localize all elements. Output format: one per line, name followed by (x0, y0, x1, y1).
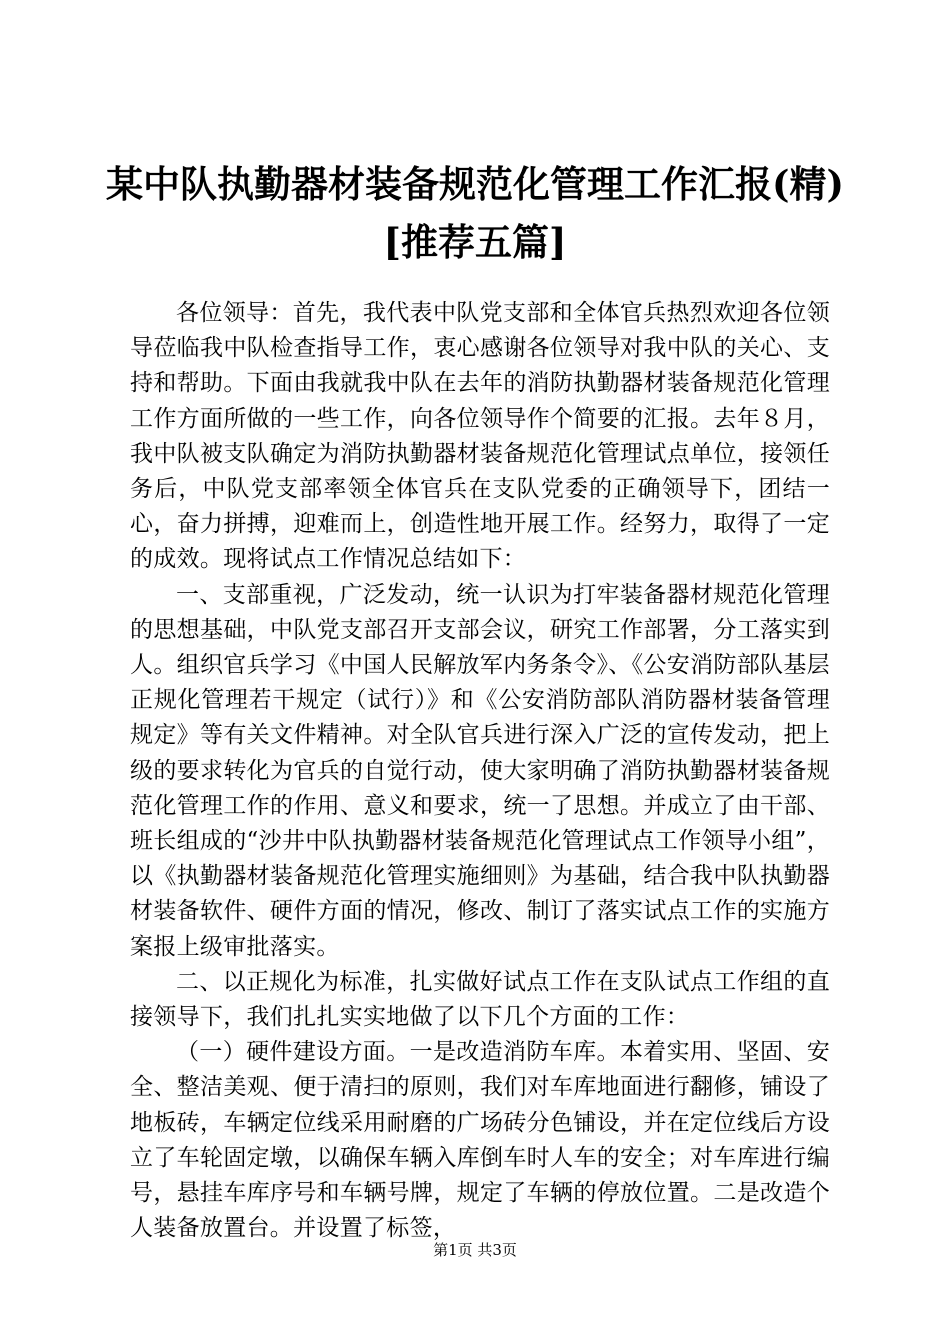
paragraph-hardware: （一）硬件建设方面。一是改造消防车库。本着实用、坚固、安全、整洁美观、便于清扫的原则，我们对车库地面进行翻修，铺设了地板砖，车辆定位线采用耐磨的广场砖分色铺设，并在定位线后方设立了车轮固定墩，以确保车辆入库倒车时人车的安全；对车库进行编号，悬挂车库序号和车辆号牌，规定了车辆的停放位置。二是改造个人装备放置台。并设置了标签， (130, 1039, 830, 1242)
document-title-line-1: 某中队执勤器材装备规范化管理工作汇报(精) (105, 162, 844, 206)
paragraph-greeting: 各位领导：首先，我代表中队党支部和全体官兵热烈欢迎各位领导莅临我中队检查指导工作，衷心感谢各位领导对我中队的关心、支持和帮助。下面由我就我中队在去年的消防执勤器材装备规范化管理工作方面所做的一些工作，向各位领导作个简要的汇报。去年８月，我中队被支队确定为消防执勤器材装备规范化管理试点单位，接领任务后，中队党支部率领全体官兵在支队党委的正确领导下，团结一心，奋力拼搏，迎难而上，创造性地开展工作。经努力，取得了一定的成效。现将试点工作情况总结如下： (130, 300, 830, 573)
paragraph-section-one: 一、支部重视，广泛发动，统一认识为打牢装备器材规范化管理的思想基础，中队党支部召开支部会议，研究工作部署，分工落实到人。组织官兵学习《中国人民解放军内务条令》、《公安消防部队基层正规化管理若干规定（试行）》和《公安消防部队消防器材装备管理规定》等有关文件精神。对全队官兵进行深入广泛的宣传发动，把上级的要求转化为官兵的自觉行动，使大家明确了消防执勤器材装备规范化管理工作的作用、意义和要求，统一了思想。并成立了由干部、班长组成的“沙井中队执勤器材装备规范化管理试点工作领导小组”，以《执勤器材装备规范化管理实施细则》为基础，结合我中队执勤器材装备软件、硬件方面的情况，修改、制订了落实试点工作的实施方案报上级审批落实。 (130, 581, 830, 960)
document-title-line-2: [推荐五篇] (383, 220, 567, 264)
paragraph-section-two: 二、以正规化为标准，扎实做好试点工作在支队试点工作组的直接领导下，我们扎扎实实地做了以下几个方面的工作： (130, 968, 830, 1031)
page-footer: 第1页 共3页 (433, 1241, 517, 1259)
document-body (130, 296, 830, 1246)
